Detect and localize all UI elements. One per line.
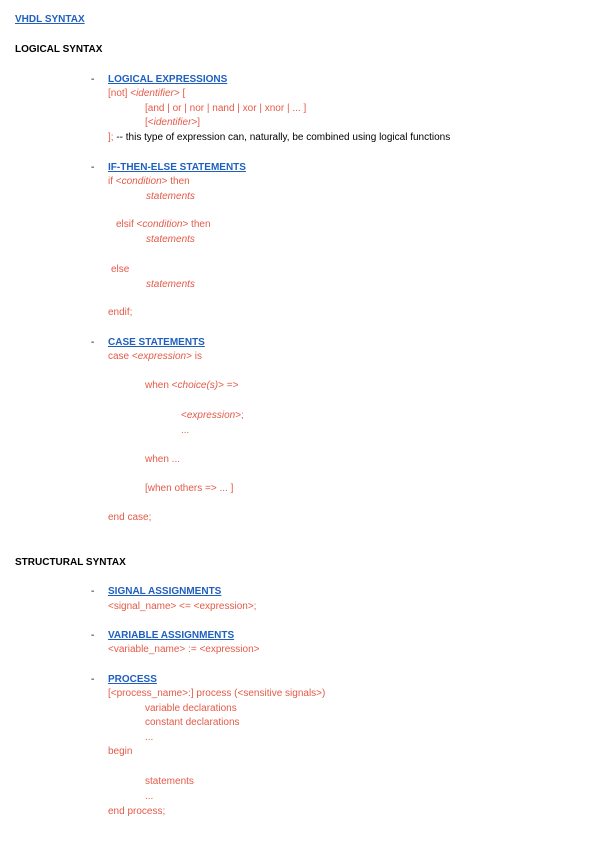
- case-dots: ...: [181, 425, 190, 436]
- bullet-signal-assignments: -: [91, 586, 95, 597]
- case-statements-heading[interactable]: CASE STATEMENTS: [108, 337, 205, 348]
- bullet-if-then-else: -: [91, 162, 95, 173]
- variable-assignments-heading[interactable]: VARIABLE ASSIGNMENTS: [108, 630, 235, 641]
- process-begin: begin: [108, 746, 133, 757]
- logical-syntax-heading: LOGICAL SYNTAX: [15, 44, 103, 55]
- when-others-line: [when others => ... ]: [145, 483, 234, 494]
- case-line: case <expression> is: [108, 351, 202, 362]
- elsif-statements: statements: [146, 234, 195, 245]
- process-heading[interactable]: PROCESS: [108, 674, 157, 685]
- variable-assignment-line: <variable_name> := <expression>: [108, 644, 260, 655]
- when-line: when <choice(s)> =>: [145, 380, 239, 391]
- end-process-line: end process;: [108, 806, 166, 817]
- process-statements: statements: [145, 776, 194, 787]
- elsif-line: elsif <condition> then: [116, 219, 211, 230]
- signal-assignments-heading[interactable]: SIGNAL ASSIGNMENTS: [108, 586, 222, 597]
- logical-expressions-heading[interactable]: LOGICAL EXPRESSIONS: [108, 74, 228, 85]
- process-stmt-dots: ...: [145, 791, 154, 802]
- else-line: else: [111, 264, 130, 275]
- process-line-1: [<process_name>:] process (<sensitive signals>): [108, 688, 326, 699]
- bullet-logical-expressions: -: [91, 74, 95, 85]
- process-variable-declarations: variable declarations: [145, 703, 237, 714]
- structural-syntax-heading: STRUCTURAL SYNTAX: [15, 557, 126, 568]
- bullet-variable-assignments: -: [91, 630, 95, 641]
- if-statements: statements: [146, 191, 195, 202]
- document-title[interactable]: VHDL SYNTAX: [15, 14, 85, 25]
- process-constant-declarations: constant declarations: [145, 717, 240, 728]
- logical-expr-line-4: ]; -- this type of expression can, naturally, be combined using logical functions: [108, 132, 451, 143]
- if-line: if <condition> then: [108, 176, 190, 187]
- endif-line: endif;: [108, 307, 133, 318]
- when-line-2: when ...: [145, 454, 181, 465]
- process-decl-dots: ...: [145, 732, 154, 743]
- logical-expr-line-2: [and | or | nor | nand | xor | xnor | ... ]: [145, 103, 307, 114]
- end-case-line: end case;: [108, 512, 152, 523]
- if-then-else-heading[interactable]: IF-THEN-ELSE STATEMENTS: [108, 162, 246, 173]
- signal-assignment-line: <signal_name> <= <expression>;: [108, 601, 257, 612]
- logical-expr-line-3: [<identifier>]: [145, 117, 201, 128]
- bullet-case-statements: -: [91, 337, 95, 348]
- bullet-process: -: [91, 674, 95, 685]
- case-expression-line: <expression>;: [181, 410, 244, 421]
- else-statements: statements: [146, 279, 195, 290]
- logical-expr-line-1: [not] <identifier> [: [108, 88, 186, 99]
